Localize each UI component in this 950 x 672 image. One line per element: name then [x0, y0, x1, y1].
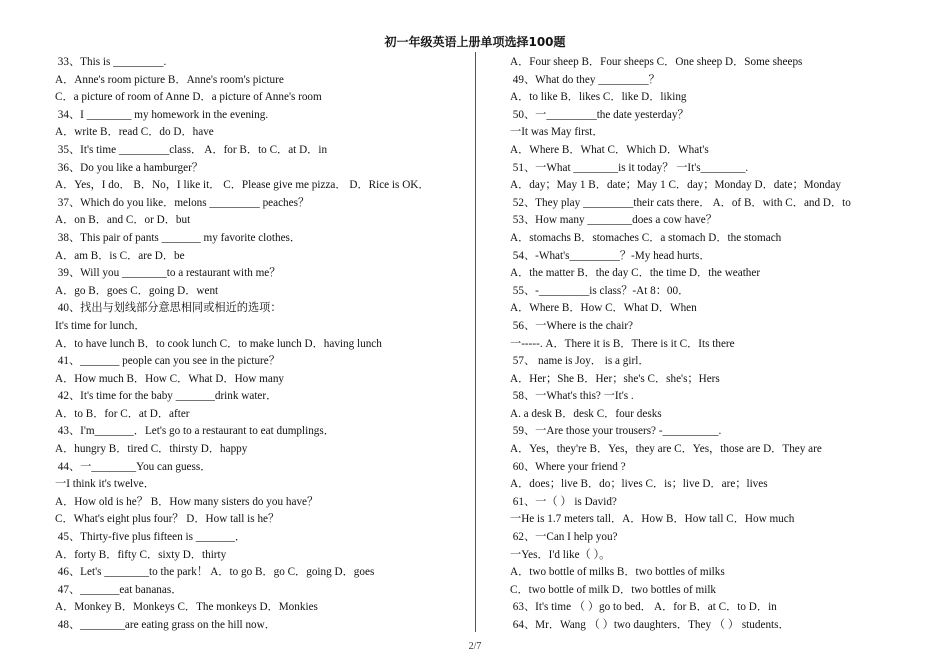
question-line: 34、I ________ my homework in the evening. — [55, 108, 269, 121]
question-line: 54、-What's_________？-My head hurts． — [510, 249, 711, 262]
question-line: 64、Mr．Wang （ ）two daughters．They （ ） students． — [510, 619, 790, 631]
question-line: 42、It's time for the baby _______drink water． — [55, 390, 278, 403]
question-line: A．two bottle of milks B．two bottles of milks — [510, 566, 725, 579]
question-line: 55、-_________is class？-At 8：00． — [510, 284, 690, 297]
right-column — [510, 54, 915, 635]
question-line: A．write B．read C．do D．have — [55, 126, 214, 139]
question-line: A．day；May 1 B．date；May 1 C．day；Monday D．date；Monday — [510, 179, 841, 192]
question-line: A．stomachs B．stomaches C．a stomach D．the stomach — [510, 231, 782, 244]
question-line: A．to B．for C．at D．after — [55, 407, 190, 420]
question-line: 53、How many ________does a cow have？ — [510, 214, 717, 227]
question-line: A．Where B．What C．Which D．What's — [510, 143, 709, 156]
question-line: A．to like B．likes C．like D．liking — [510, 91, 687, 104]
question-line: 37、Which do you like．melons _________ peaches？ — [55, 196, 310, 209]
question-line: 63、It's time （ ）go to bed． A．for B．at C．to D．in — [510, 601, 777, 614]
question-line: A．Monkey B．Monkeys C．The monkeys D．Monkies — [55, 601, 318, 614]
question-line: 一I think it's twelve． — [55, 478, 155, 491]
question-line: 51、一What ________is it today？ 一It's________. — [510, 161, 749, 174]
question-line: A．Yes，I do． B．No，I like it． C．Please give me pizza． D．Rice is OK． — [55, 179, 430, 192]
question-line: 59、一Are those your trousers? -__________. — [510, 425, 722, 438]
question-line: 47、_______eat bananas． — [55, 583, 183, 596]
question-line: A．go B．goes C．going D．went — [55, 284, 219, 297]
question-line: 62、一Can I help you? — [510, 531, 618, 544]
question-line: A．hungry B．tired C．thirsty D．happy — [55, 443, 248, 456]
question-line: 61、一（ ） is David? — [510, 495, 617, 508]
question-line: 一-----. A．There it is B．There is it C．Its there — [510, 337, 735, 350]
question-line: 38、This pair of pants _______ my favorite clothes． — [55, 231, 302, 244]
question-line: C．two bottle of milk D．two bottles of milk — [510, 583, 717, 596]
question-line: C．What's eight plus four？ D．How tall is he？ — [55, 513, 280, 526]
question-line: A．does；live B．do；lives C．is；live D．are；lives — [510, 478, 768, 491]
question-line: 33、This is _________. — [55, 56, 167, 68]
page-title: 初一年级英语上册单项选择100题 — [384, 35, 566, 49]
question-line: 35、It's time _________class． A．for B．to C．at D．in — [55, 143, 328, 156]
question-line: 39、Will you ________to a restaurant with me？ — [55, 267, 281, 280]
question-line: A．Her；She B．Her；she's C．she's；Hers — [510, 372, 720, 385]
question-line: 45、Thirty-five plus fifteen is _______． — [55, 531, 247, 544]
question-line: A．Anne's room picture B．Anne's room's picture — [55, 73, 284, 86]
question-line: 36、Do you like a hamburger？ — [55, 161, 203, 174]
question-line: 58、一What's this? 一It's . — [510, 390, 634, 403]
question-line: A．on B．and C．or D．but — [55, 214, 191, 227]
question-line: 46、Let's ________to the park！ A．to go B．go C．going D．goes — [55, 566, 375, 579]
question-line: A．How old is he？ B．How many sisters do you have？ — [55, 495, 319, 508]
question-line: A．Yes，they're B．Yes，they are C．Yes，those are D．They are — [510, 443, 822, 456]
question-line: A．How much B．How C．What D．How many — [55, 372, 285, 385]
question-line: 60、Where your friend ? — [510, 460, 626, 473]
question-line: 52、They play _________their cats there． A．of B．with C．and D．to — [510, 196, 851, 209]
question-line: 40、找出与划线部分意思相同或相近的选项： — [55, 302, 282, 315]
question-line: C．a picture of room of Anne D．a picture of Anne's room — [55, 91, 322, 104]
question-line: A．to have lunch B．to cook lunch C．to make lunch D．having lunch — [55, 337, 382, 350]
page-number: 2/7 — [468, 641, 482, 652]
question-line: 44、一________You can guess． — [55, 460, 212, 473]
question-line: A．Four sheep B．Four sheeps C．One sheep D．Some sheeps — [510, 56, 803, 68]
question-line: A．the matter B．the day C．the time D．the weather — [510, 267, 761, 280]
question-line: 41、_______ people can you see in the picture？ — [55, 355, 280, 368]
column-divider — [475, 52, 476, 632]
question-line: 49、What do they _________？ — [510, 73, 660, 86]
question-line: 57、 name is Joy． is a girl． — [510, 355, 650, 368]
left-column — [55, 54, 465, 635]
question-line: 48、________are eating grass on the hill now． — [55, 619, 276, 631]
question-line: 50、一_________the date yesterday？ — [510, 108, 689, 121]
question-line: A．Where B．How C．What D．When — [510, 302, 697, 315]
question-line: A．forty B．fifty C．sixty D．thirty — [55, 548, 227, 561]
question-line: 一It was May first． — [510, 126, 604, 139]
question-line: A. a desk B．desk C．four desks — [510, 407, 662, 420]
question-line: It's time for lunch． — [55, 319, 146, 332]
question-line: 一Yes．I'd like（ ）。 — [510, 548, 611, 561]
question-line: 43、I'm_______．Let's go to a restaurant to eat dumplings． — [55, 425, 335, 438]
question-line: 一He is 1.7 meters tall．A．How B．How tall C．How much — [510, 513, 795, 526]
question-line: 56、一Where is the chair? — [510, 319, 634, 332]
question-line: A．am B．is C．are D．be — [55, 249, 185, 262]
